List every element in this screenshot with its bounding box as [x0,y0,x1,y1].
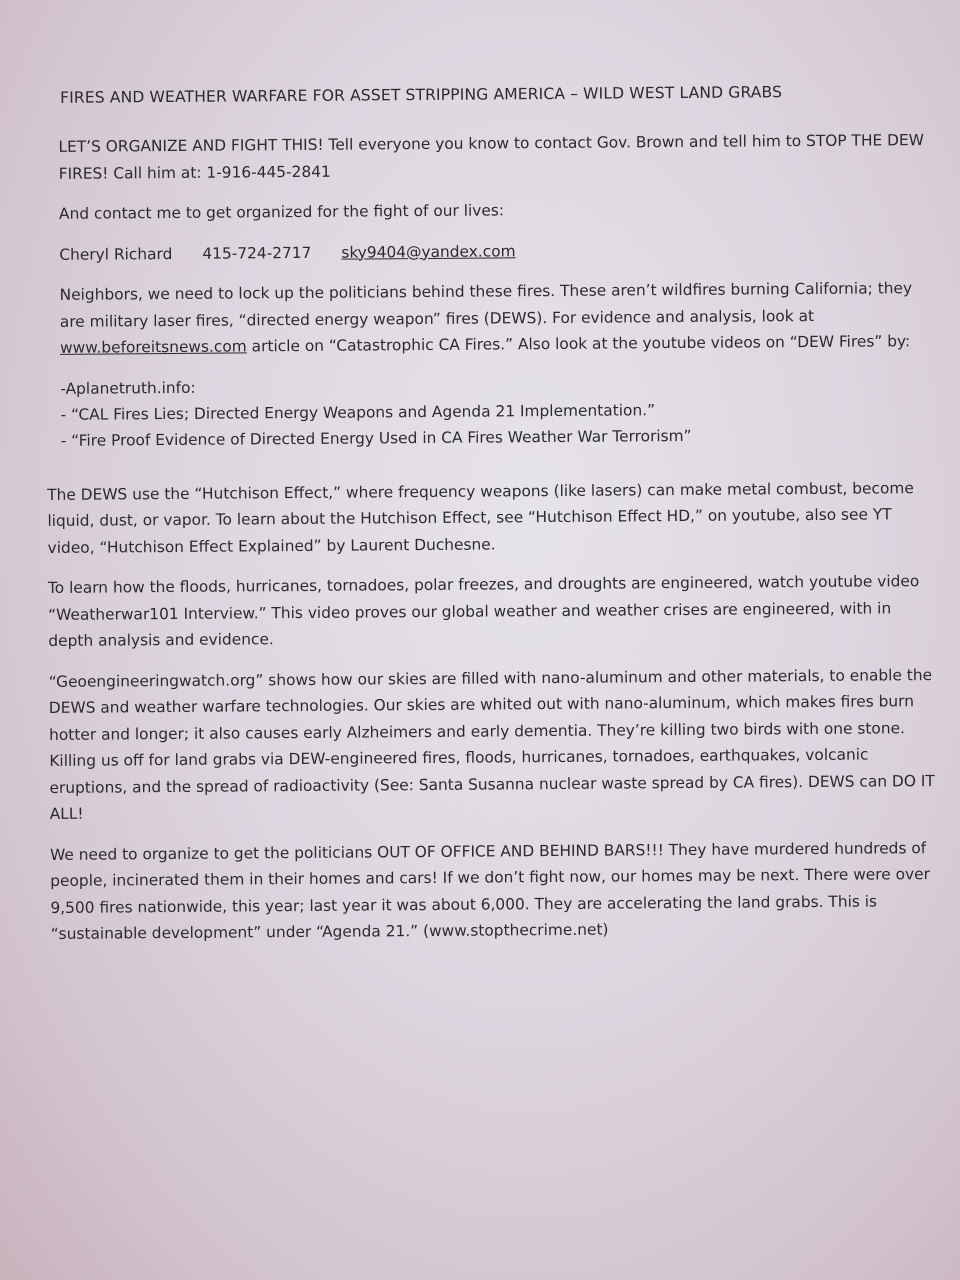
beforeitsnews-link: www.beforeitsnews.com [59,337,247,357]
geoengineering-paragraph: “Geoengineeringwatch.org” shows how our skies are filled with nano-aluminum and other materials, to enable the DEWS and weather warfare technologies. Our skies are whited out with nano-aluminum, which makes fires burn hotter and longer; it also causes early Alzheimers and early dementia. They’re killing two birds with one stone. Killing us off for land grabs via DEW-engineered fires, floods, hurricanes, tornadoes, earthquakes, volcanic eruptions, and the spread of radioactivity (See: Santa Susanna nuclear waste spread by CA fires). DEWS can DO IT ALL! [48,665,935,823]
flyer-title: FIRES AND WEATHER WARFARE FOR ASSET STRIPPING AMERICA – WILD WEST LAND GRABS [60,83,783,107]
list-item: -Aplanetruth.info: [60,378,196,398]
contact-name: Cheryl Richard [59,244,173,264]
organize-paragraph: We need to organize to get the politicians OUT OF OFFICE AND BEHIND BARS!!! They have murdered hundreds of people, incinerated them in their homes and cars! If we don’t fight now, our homes may be next. There were over 9,500 fires nationwide, this year; last year it was about 6,000. They are accelerating the land grabs. This is “sustainable development” under “Agenda 21.” (www.stopthecrime.net) [49,838,930,943]
contact-row [59,234,937,267]
weatherwar-paragraph: To learn how the floods, hurricanes, tornadoes, polar freezes, and droughts are engineered, watch youtube video “Weatherwar101 Interview.” This video proves our global weather and weather crises are engineered, with in depth analysis and evidence. [47,572,920,650]
flyer-sheet [44,79,943,961]
call-to-action-paragraph: LET’S ORGANIZE AND FIGHT THIS! Tell everyone you know to contact Gov. Brown and tell him to STOP THE DEW FIRES! Call him at: 1-916-445-2841 [58,131,924,183]
neighbors-text-after-link: article on “Catastrophic CA Fires.” Also look at the youtube videos on “DEW Fires” by: [246,332,911,356]
video-list [60,368,939,453]
list-item: - “CAL Fires Lies; Directed Energy Weapons and Agenda 21 Implementation.” [60,400,656,424]
contact-intro: And contact me to get organized for the fight of our lives: [58,201,505,223]
hutchison-paragraph: The DEWS use the “Hutchison Effect,” where frequency weapons (like lasers) can make metal combust, become liquid, dust, or vapor. To learn about the Hutchison Effect, see “Hutchison Effect HD,” on youtube, also see YT video, “Hutchison Effect Explained” by Laurent Duchesne. [47,478,914,557]
contact-phone: 415-724-2717 [202,243,312,263]
neighbors-paragraph [60,275,939,361]
neighbors-text-before-link: Neighbors, we need to lock up the politicians behind these fires. These aren’t wildfires burning California; they are military laser fires, “directed energy weapon” fires (DEWS). For evidence and analysis, look at [59,279,913,331]
contact-email: sky9404@yandex.com [341,241,516,262]
list-item: - “Fire Proof Evidence of Directed Energy Used in CA Fires Weather War Terrorism” [60,426,692,450]
